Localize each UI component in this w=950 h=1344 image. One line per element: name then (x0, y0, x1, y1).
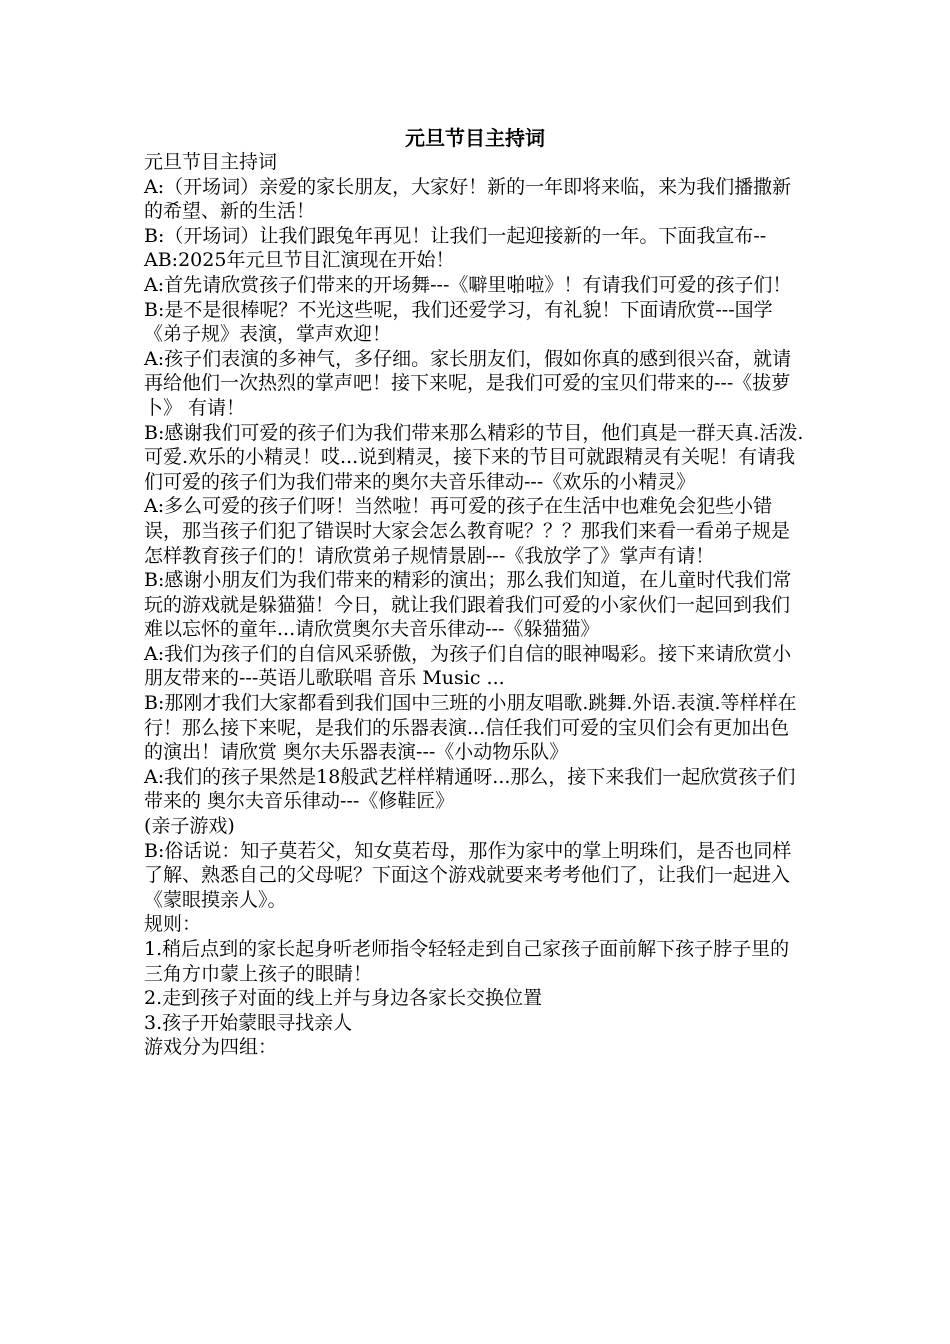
paragraph: B:感谢小朋友们为我们带来的精彩的演出；那么我们知道，在儿童时代我们常玩的游戏就是躲猫猫！今日，就让我们跟着我们可爱的小家伙们一起回到我们难以忘怀的童年...请欣赏奥尔夫音乐律动---《躲猫猫》 (144, 569, 792, 641)
paragraph: B:是不是很棒呢？不光这些呢，我们还爱学习，有礼貌！下面请欣赏---国学《弟子规》表演，掌声欢迎！ (144, 298, 773, 346)
paragraph: 1.稍后点到的家长起身听老师指令轻轻走到自己家孩子面前解下孩子脖子里的三角方巾蒙上孩子的眼睛！ (144, 938, 790, 985)
paragraph: A:首先请欣赏孩子们带来的开场舞---《噼里啪啦》！有请我们可爱的孩子们！ (144, 273, 792, 296)
paragraph: B:俗话说：知子莫若父，知女莫若母，那作为家中的掌上明珠们，是否也同样了解、熟悉自己的父母呢？下面这个游戏就要来考考他们了，让我们一起进入《蒙眼摸亲人》。 (144, 839, 792, 911)
paragraph: B:（开场词）让我们跟兔年再见！让我们一起迎接新的一年。下面我宣布-- (144, 224, 767, 247)
paragraph: A:多么可爱的孩子们呀！当然啦！再可爱的孩子在生活中也难免会犯些小错误，那当孩子们犯了错误时大家会怎么教育呢？？？那我们来看一看弟子规是怎样教育孩子们的！请欣赏弟子规情景剧---《我放学了》掌声有请！ (144, 495, 791, 567)
paragraph: A:我们的孩子果然是18般武艺样样精通呀...那么，接下来我们一起欣赏孩子们带来的 奥尔夫音乐律动---《修鞋匠》 (144, 765, 796, 813)
document-body (144, 150, 804, 1060)
paragraph: A:（开场词）亲爱的家长朋友，大家好！新的一年即将来临，来为我们播撒新的希望、新的生活！ (144, 175, 792, 223)
paragraph: (亲子游戏) (144, 815, 235, 838)
paragraph: 游戏分为四组： (144, 1036, 278, 1059)
paragraph: AB:2025年元旦节目汇演现在开始！ (144, 249, 455, 272)
paragraph: A:我们为孩子们的自信风采骄傲，为孩子们自信的眼神喝彩。接下来请欣赏小朋友带来的---英语儿歌联唱 音乐 Music ... (144, 642, 792, 690)
paragraph: 2.走到孩子对面的线上并与身边各家长交换位置 (144, 987, 543, 1010)
paragraph: B:那刚才我们大家都看到我们国中三班的小朋友唱歌.跳舞.外语.表演.等样样在行！那么接下来呢，是我们的乐器表演...信任我们可爱的宝贝们会有更加出色的演出！请欣赏 奥尔夫乐器表演---《小动物乐队》 (144, 692, 797, 764)
paragraph: 元旦节目主持词 (144, 151, 278, 173)
paragraph: B:感谢我们可爱的孩子们为我们带来那么精彩的节目，他们真是一群天真.活泼.可爱.欢乐的小精灵！哎...说到精灵，接下来的节目可就跟精灵有关呢！有请我们可爱的孩子们为我们带来的奥尔夫音乐律动---《欢乐的小精灵》 (144, 421, 804, 493)
document-title: 元旦节目主持词 (405, 126, 545, 150)
paragraph: 3.孩子开始蒙眼寻找亲人 (144, 1011, 353, 1034)
paragraph: 规则： (144, 913, 202, 936)
paragraph: A:孩子们表演的多神气，多仔细。家长朋友们，假如你真的感到很兴奋，就请再给他们一次热烈的掌声吧！接下来呢，是我们可爱的宝贝们带来的---《拔萝卜》 有请！ (144, 347, 792, 419)
